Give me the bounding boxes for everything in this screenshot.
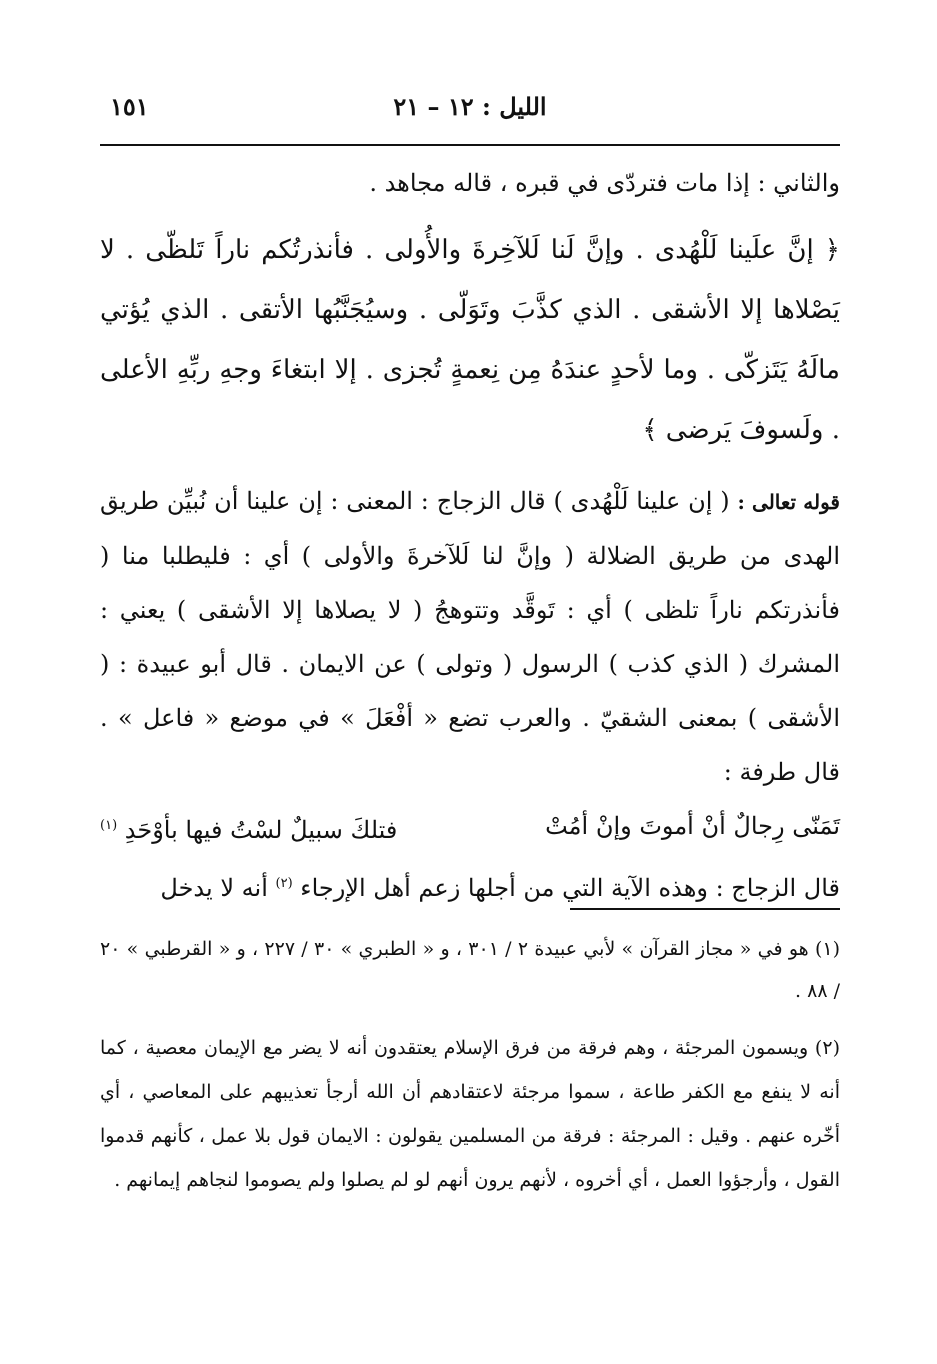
- footnote-divider: [570, 908, 840, 910]
- commentary-text-2b: أنه لا يدخل: [160, 874, 268, 902]
- commentary-text-2a: قال الزجاج : وهذه الآية التي من أجلها زعم أهل الإرجاء: [300, 874, 840, 902]
- main-text: [100, 158, 840, 915]
- verse-first-hemistich: تَمَنّى رِجالٌ أنْ أموتَ وإنْ أمُتْ: [545, 812, 840, 840]
- footnotes: [100, 928, 840, 1216]
- verse-second-hemistich: [100, 799, 397, 857]
- intro-paragraph: والثاني : إذا مات فتردّى في قبره ، قاله مجاهد .: [369, 169, 840, 197]
- footnote-ref-2: (٢): [275, 876, 293, 891]
- running-header: [100, 84, 840, 144]
- poetry-verse: [100, 799, 840, 857]
- commentary-continued: [100, 857, 840, 915]
- header-divider: [100, 144, 840, 146]
- commentary-text: ( إن علينا لَلْهُدى ) قال الزجاج : المعنى : إن علينا أن نُبيِّن طريق الهدى من طريق الضلالة ( وإنَّ لنا لَلآخرةَ والأولى ) أي : فليطلبا منا ( فأنذرتكم ناراً تلظى ) أي : تَوقَّد وتتوهجُ ( لا يصلاها إلا الأشقى ) يعني : المشرك ( الذي كذب ) الرسول ( وتولى ) عن الايمان . قال أبو عبيدة : ( الأشقى ) بمعنى الشقيّ . والعرب تضع « أفْعَلَ » في موضع « فاعل » . قال طرفة :: [100, 487, 840, 786]
- footnote-ref-1: (١): [100, 818, 118, 833]
- quran-verses: ﴿ إنَّ علَينا لَلْهُدى . وإنَّ لَنا لَلآخِرةَ والأُولى . فأنذرتُكم ناراً تَلظّى . لا يَصْلاها إلا الأشقى . الذي كذَّبَ وتَوَلّى . وسيُجَنَّبُها الأتقى . الذي يُؤتي مالَهُ يَتَزكّى . وما لأحدٍ عندَهُ مِن نِعمةٍ تُجزى . إلا ابتغاءَ وجهِ ربِّهِ الأعلى . ولَسوفَ يَرضى ﴾: [100, 235, 840, 445]
- footnote-2: (٢) ويسمون المرجئة ، وهم فرقة من فرق الإسلام يعتقدون أنه لا يضر مع الإيمان معصية ، كما أنه لا ينفع مع الكفر طاعة ، سموا مرجئة لاعتقادهم أن الله أرجأ تعذيبهم على المعاصي ، أي أخّره عنهم . وقيل : المرجئة : فرقة من المسلمين يقولون : الايمان قول بلا عمل ، كأنهم قدموا القول ، وأرجؤوا العمل ، أي أخروه ، لأنهم يرون أنهم لو لم يصلوا ولم يصوموا لنجاهم إيمانهم .: [100, 1037, 840, 1191]
- verse-second-text: فتلكَ سبيلٌ لسْتُ فيها بأوْحَدِ: [124, 816, 398, 844]
- commentary-lead: قوله تعالى :: [737, 490, 840, 514]
- footnote-1: (١) هو في « مجاز القرآن » لأبي عبيدة ٢ / ٣٠١ ، و « الطبري » ٣٠ / ٢٢٧ ، و « القرطبي » ٢٠ / ٨٨ .: [100, 938, 841, 1002]
- running-title: الليل : ١٢ – ٢١: [393, 92, 547, 121]
- page-number: ١٥١: [110, 92, 149, 121]
- commentary-paragraph: [100, 474, 840, 799]
